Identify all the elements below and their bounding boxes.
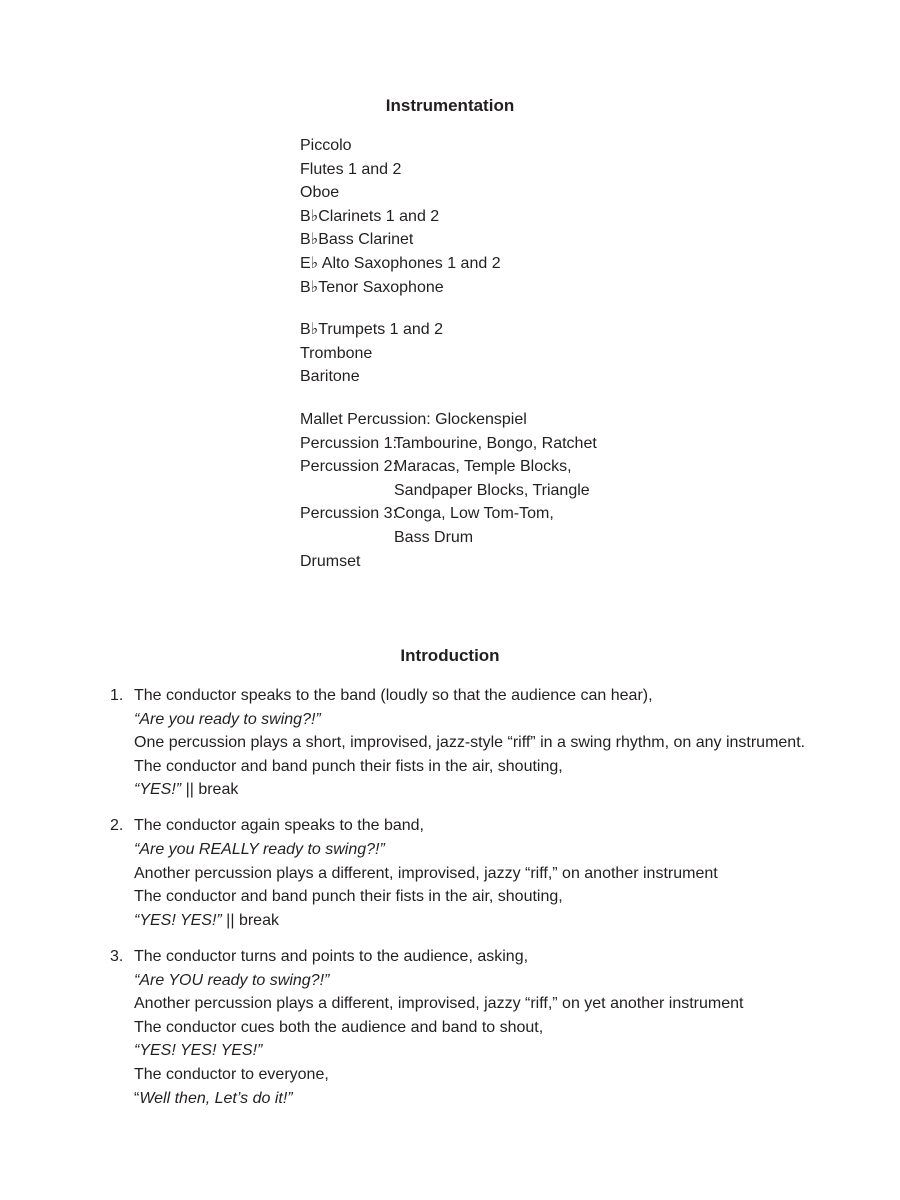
percussion-1-row (300, 432, 597, 456)
response-quote: “YES!” (134, 781, 182, 799)
introduction-heading: Introduction (400, 646, 500, 665)
instrument-item: Oboe (300, 184, 340, 202)
instrument-item: B♭Bass Clarinet (300, 231, 414, 249)
percussion-label: Percussion 3: (300, 505, 397, 523)
instrumentation-list (300, 134, 597, 573)
instrument-item: Baritone (300, 368, 360, 386)
step-line: One percussion plays a short, improvised, jazz-style “riff” in a swing rhythm, on any instrument. (134, 734, 806, 752)
response-quote: “YES! YES!” (134, 911, 222, 929)
percussion-label: Percussion 1: (300, 434, 397, 452)
step-number: 2. (110, 817, 124, 835)
intro-step (110, 814, 870, 932)
break-mark: || break (181, 781, 239, 799)
step-quote: “Are YOU ready to swing?!” (134, 971, 330, 989)
step-line: The conductor and band punch their fists in the air, shouting, (134, 757, 563, 775)
open-quote: “ (134, 1089, 140, 1107)
step-number: 3. (110, 947, 124, 965)
instrument-item: E♭ Alto Saxophones 1 and 2 (300, 254, 501, 272)
percussion-label: Percussion 2: (300, 458, 397, 476)
step-line: The conductor speaks to the band (loudly so that the audience can hear), (134, 687, 653, 704)
step-response (134, 778, 870, 802)
instrument-item: B♭Tenor Saxophone (300, 278, 444, 296)
closing-line (134, 1087, 870, 1111)
step-line: The conductor and band punch their fists in the air, shouting, (134, 888, 563, 906)
step-number: 1. (110, 687, 124, 704)
break-mark: || break (221, 911, 279, 929)
instrument-item: Piccolo (300, 137, 352, 154)
response-quote: “YES! YES! YES!” (134, 1042, 263, 1060)
step-line: Another percussion plays a different, improvised, jazzy “riff,” on another instrument (134, 864, 718, 882)
step-line: The conductor to everyone, (134, 1065, 329, 1083)
closing-quote: Well then, Let’s do it!” (139, 1089, 293, 1107)
step-line: Another percussion plays a different, improvised, jazzy “riff,” on yet another instrument (134, 995, 744, 1013)
percussion-value: Maracas, Temple Blocks, (394, 458, 572, 476)
step-quote: “Are you REALLY ready to swing?!” (134, 841, 385, 859)
instrument-item: Trombone (300, 344, 373, 362)
percussion-value: Conga, Low Tom-Tom, (394, 505, 554, 523)
instrument-item: Mallet Percussion: Glockenspiel (300, 410, 527, 428)
percussion-continuation: Bass Drum (394, 528, 474, 546)
instrument-item: B♭Clarinets 1 and 2 (300, 207, 440, 225)
instrument-item: Drumset (300, 552, 361, 570)
percussion-2-row (300, 455, 597, 479)
percussion-continuation: Sandpaper Blocks, Triangle (394, 481, 590, 499)
step-line: The conductor again speaks to the band, (134, 817, 424, 835)
percussion-value: Tambourine, Bongo, Ratchet (394, 434, 597, 452)
introduction-steps (110, 684, 870, 1123)
step-line: The conductor cues both the audience and band to shout, (134, 1018, 544, 1036)
intro-step (110, 945, 870, 1110)
step-response (134, 909, 870, 933)
instrument-item: Flutes 1 and 2 (300, 160, 402, 178)
percussion-3-row (300, 502, 597, 526)
instrumentation-heading: Instrumentation (385, 96, 515, 115)
step-line: The conductor turns and points to the audience, asking, (134, 947, 529, 965)
intro-step (110, 684, 870, 802)
step-quote: “Are you ready to swing?!” (134, 710, 321, 728)
instrument-item: B♭Trumpets 1 and 2 (300, 321, 444, 339)
